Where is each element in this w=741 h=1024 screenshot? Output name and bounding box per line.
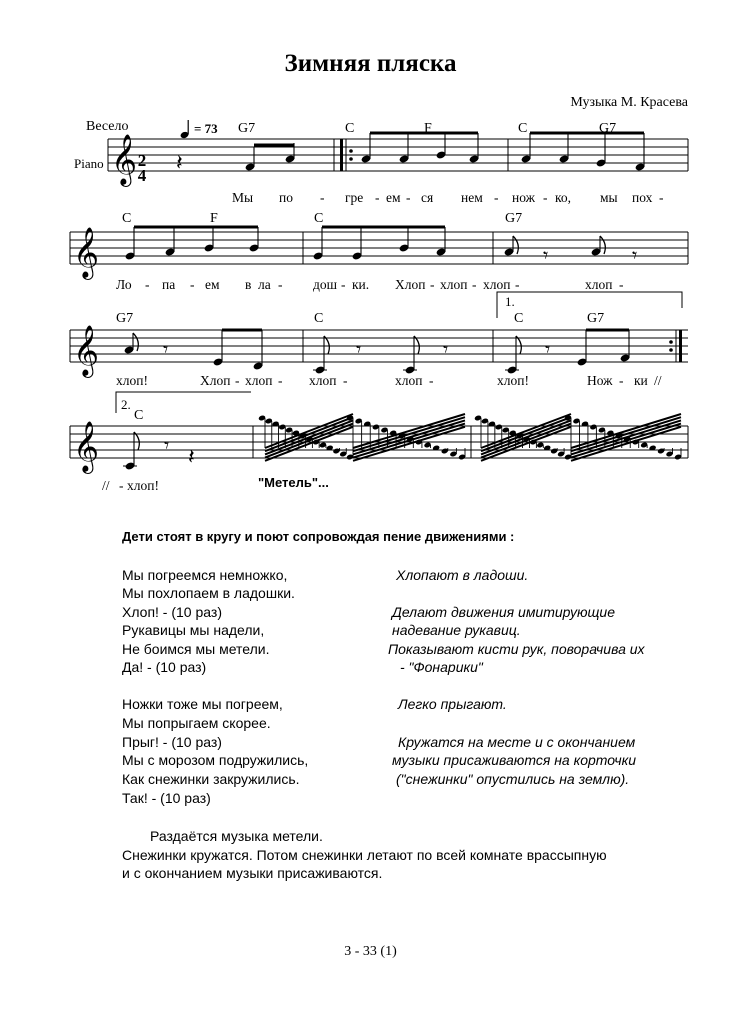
repeat-dot [669, 340, 673, 344]
direction-line: музыки присаживаются на корточки [392, 752, 637, 768]
lyric-syllable: по [279, 190, 293, 205]
verse-line: Так! - (10 раз) [122, 790, 211, 806]
direction-line: Кружатся на месте и с окончанием [398, 734, 636, 750]
repeat-dot [669, 348, 673, 352]
lyric-syllable: па [162, 277, 176, 292]
verse-line: Не боимся мы метели. [122, 641, 270, 657]
verse-line: Как снежинки закружились. [122, 771, 300, 787]
lyric-syllable: - [406, 190, 411, 205]
bar-lines [70, 139, 688, 458]
chord-symbol: C [518, 121, 528, 136]
lyric-syllable: хлоп! [497, 373, 529, 388]
lyric-syllable: ки [634, 373, 648, 388]
lyric-syllable: - [320, 190, 325, 205]
lyric-syllable: Хлоп [395, 277, 426, 292]
note-flag [516, 336, 521, 354]
verse-line: Да! - (10 раз) [122, 659, 207, 675]
verse-line: Ножки тоже мы погреем, [122, 696, 283, 712]
lyric-syllable: нем [461, 190, 483, 205]
lyric-syllable: хлоп! [127, 478, 159, 493]
time-signature-bottom: 4 [137, 166, 147, 185]
chord-symbol: G7 [587, 311, 605, 326]
metronome-marking: = 73 [180, 119, 218, 139]
instructions-heading: Дети стоят в кругу и поют сопровождая пение движениями : [122, 529, 515, 544]
eighth-rest-icon: 𝄾 [632, 243, 638, 267]
chord-symbol: C [314, 211, 324, 226]
lyric-syllable: - [659, 190, 664, 205]
verse-line: Мы похлопаем в ладошки. [122, 585, 295, 601]
quarter-rest-icon: 𝄽 [176, 151, 183, 176]
page-number: 3 - 33 (1) [344, 944, 397, 959]
lyric-syllable: ем [386, 190, 401, 205]
lyric-syllable: - [430, 277, 435, 292]
lyric-syllable: - [472, 277, 477, 292]
blizzard-label: "Метель"... [258, 475, 329, 490]
verse-line: Мы попрыгаем скорее. [122, 715, 271, 731]
direction-line: Показывают кисти рук, поворачива их [388, 641, 645, 657]
direction-line: - "Фонарики" [400, 659, 483, 675]
repeat-thick-bar [340, 139, 343, 171]
lyric-syllable: - [341, 277, 346, 292]
lyric-syllable: ко, [555, 190, 571, 205]
treble-clef-icon: 𝄞 [73, 421, 100, 472]
repeat-dot [349, 149, 353, 153]
lyric-syllable: нож [512, 190, 535, 205]
verse-line: Рукавицы мы надели, [122, 622, 265, 638]
lyric-syllable: ла [258, 277, 271, 292]
note-flag [414, 336, 419, 354]
second-ending-label: 2. [121, 397, 131, 412]
chord-symbol: F [424, 121, 432, 136]
chord-symbol: C [122, 211, 132, 226]
staff-lines [70, 139, 688, 458]
verse-line: Мы с морозом подружились, [122, 752, 309, 768]
quarter-rest-icon: 𝄽 [188, 445, 195, 470]
verse-line: Хлоп! - (10 раз) [122, 604, 222, 620]
lyric-syllable: дош [313, 277, 338, 292]
lyric-syllable: // [654, 373, 662, 388]
lyric-syllable: пох [632, 190, 653, 205]
closing-line: Раздаётся музыка метели. [150, 828, 323, 844]
chord-symbol: C [345, 121, 355, 136]
lyric-syllable: - [119, 478, 124, 493]
lyric-syllable: - [278, 373, 283, 388]
first-ending-label: 1. [505, 294, 515, 309]
chord-symbol: G7 [238, 121, 256, 136]
eighth-rest-icon: 𝄾 [543, 243, 549, 267]
treble-clef-icon: 𝄞 [111, 134, 138, 185]
direction-line: Делают движения имитирующие [392, 604, 616, 620]
lyric-syllable: Хлоп [200, 373, 231, 388]
lyric-syllable: - [375, 190, 380, 205]
lyric-syllable: хлоп [440, 277, 468, 292]
lyric-syllable: Нож [587, 373, 613, 388]
lyric-syllable: - [494, 190, 499, 205]
verse-line: Прыг! - (10 раз) [122, 734, 222, 750]
eighth-rest-icon: 𝄾 [164, 433, 170, 457]
lyric-syllable: мы [600, 190, 618, 205]
note-flag [513, 236, 518, 254]
chord-symbol: C [514, 311, 524, 326]
treble-clef-icon: 𝄞 [73, 325, 100, 376]
lyric-syllable: ся [421, 190, 434, 205]
tempo-marking: Весело [86, 119, 129, 134]
lyric-syllable: ем [205, 277, 220, 292]
repeat-thick-bar [679, 330, 682, 362]
eighth-rest-icon: 𝄾 [163, 337, 169, 361]
lyric-syllable: хлоп [245, 373, 273, 388]
note-flag [324, 336, 329, 354]
lyric-syllable: - [145, 277, 150, 292]
lyric-syllable: - [429, 373, 434, 388]
page-title: Зимняя пляска [284, 50, 457, 77]
closing-line: и с окончанием музыки присаживаются. [122, 865, 383, 881]
closing-line: Снежинки кружатся. Потом снежинки летают по всей комнате врассыпную [122, 847, 607, 863]
eighth-rest-icon: 𝄾 [443, 337, 449, 361]
chord-symbol: G7 [116, 311, 134, 326]
lyric-syllable: хлоп [585, 277, 613, 292]
lyric-syllable: - [515, 277, 520, 292]
notes [123, 133, 682, 471]
lyric-syllable: Ло [116, 277, 132, 292]
lyric-syllable: хлоп! [116, 373, 148, 388]
lyric-syllable: - [619, 373, 624, 388]
note-flag [133, 333, 138, 351]
composer-credit: Музыка М. Красева [570, 95, 688, 110]
lyric-syllable: в [245, 277, 252, 292]
verse-line: Мы погреемся немножко, [122, 567, 288, 583]
eighth-rest-icon: 𝄾 [545, 337, 551, 361]
direction-line: Хлопают в ладоши. [396, 567, 529, 583]
repeat-dot [349, 157, 353, 161]
lyric-syllable: - [190, 277, 195, 292]
lyric-syllable: гре [345, 190, 364, 205]
lyric-syllable: - [235, 373, 240, 388]
lyric-syllable: хлоп [309, 373, 337, 388]
time-signature-top: 2 [137, 151, 147, 170]
chord-symbol: G7 [599, 121, 617, 136]
lyric-syllable: - [343, 373, 348, 388]
lyric-syllable: // [102, 478, 110, 493]
note-flag [600, 236, 605, 254]
chord-symbol: C [134, 408, 144, 423]
treble-clef-icon: 𝄞 [73, 227, 100, 278]
chord-symbol: G7 [505, 211, 523, 226]
eighth-rest-icon: 𝄾 [356, 337, 362, 361]
note-flag [134, 432, 139, 450]
lyric-syllable: - [619, 277, 624, 292]
direction-line: надевание рукавиц. [392, 622, 521, 638]
lyric-syllable: хлоп [483, 277, 511, 292]
direction-line: ("снежинки" опустились на землю). [396, 771, 630, 787]
chord-symbol: C [314, 311, 324, 326]
instrument-label: Piano [74, 156, 104, 171]
treble-clefs [73, 134, 137, 474]
chord-symbol: F [210, 211, 218, 226]
lyric-syllable: хлоп [395, 373, 423, 388]
lyric-syllable: ки. [352, 277, 370, 292]
lyric-syllable: - [543, 190, 548, 205]
lyric-syllable: - [278, 277, 283, 292]
direction-line: Легко прыгают. [398, 696, 507, 712]
lyric-syllable: Мы [232, 190, 254, 205]
